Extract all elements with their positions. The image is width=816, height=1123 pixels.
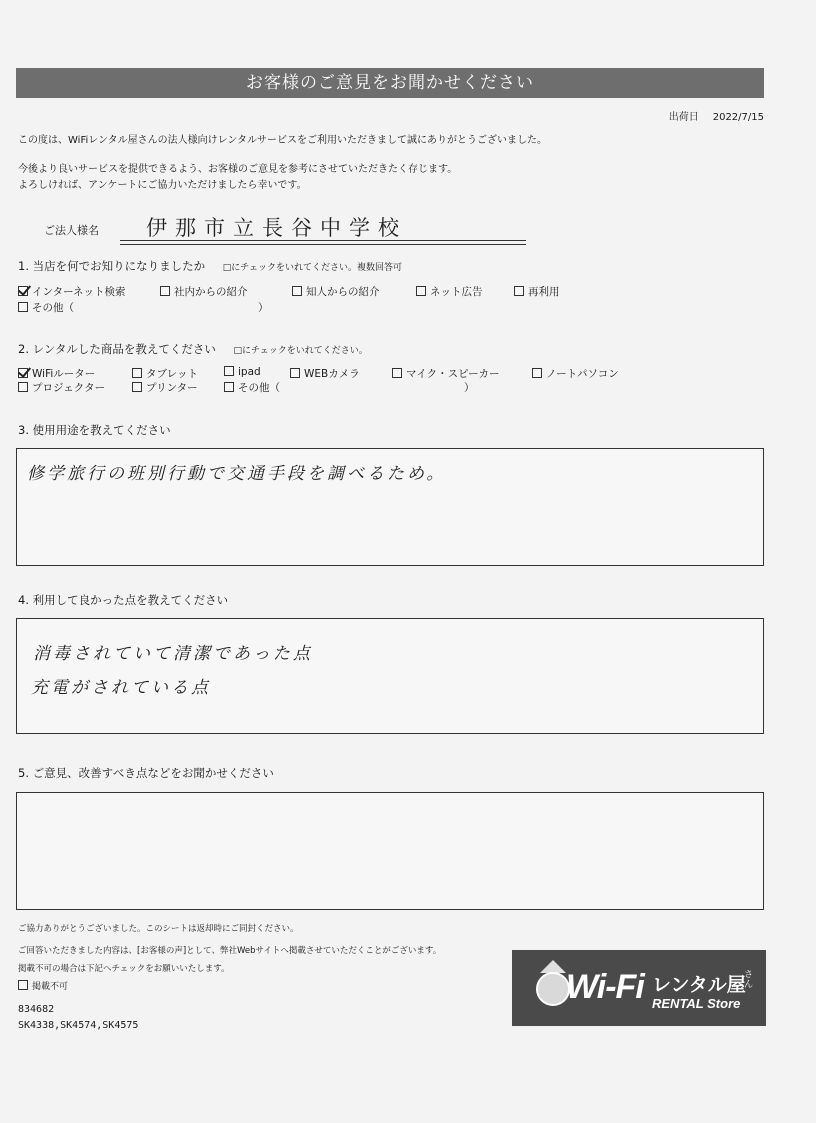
checkbox[interactable]	[290, 368, 300, 378]
company-underline-double	[120, 244, 526, 245]
q2-option-ipad[interactable]	[224, 366, 261, 378]
footer-publish-instruction: 掲載不可の場合は下記へチェックをお願いいたします。	[18, 964, 230, 974]
q1-option-label: インターネット検索	[32, 286, 126, 298]
q1-option-other[interactable]	[18, 300, 74, 315]
q2-option-mic-speaker[interactable]	[392, 366, 499, 381]
q1-option-internal-referral[interactable]	[160, 284, 248, 299]
no-publish-label: 掲載不可	[32, 982, 69, 992]
q2-other-close-paren: ）	[464, 382, 475, 394]
q2-option-label: WiFiルーター	[32, 368, 96, 380]
question-4-answer-box[interactable]	[16, 618, 764, 734]
checkbox[interactable]	[132, 368, 142, 378]
q1-option-label: ネット広告	[430, 286, 483, 298]
company-underline	[120, 240, 526, 241]
q2-option-label: マイク・スピーカー	[406, 368, 500, 380]
checkbox[interactable]	[532, 368, 542, 378]
ship-date-value: 2022/7/15	[712, 112, 764, 123]
question-4-title: 4. 利用して良かった点を教えてください	[18, 593, 229, 607]
question-4-answer-line-2: 充電がされている点	[31, 678, 211, 698]
page-title: お客様のご意見をお聞かせください	[16, 68, 764, 98]
checkbox[interactable]	[160, 286, 170, 296]
checkbox[interactable]	[292, 286, 302, 296]
q2-option-web-camera[interactable]	[290, 366, 360, 381]
code-line-1: 834682	[18, 1004, 55, 1015]
q2-option-label: ipad	[238, 366, 261, 378]
company-name-label: ご法人様名	[44, 224, 99, 237]
q2-option-label: その他（	[238, 382, 280, 394]
checkbox[interactable]	[18, 382, 28, 392]
mascot-icon	[536, 972, 570, 1006]
intro-line-1: この度は、WiFiレンタル屋さんの法人様向けレンタルサービスをご利用いただきまして誠にありがとうございました。	[18, 135, 547, 146]
q2-option-label: ノートパソコン	[546, 368, 619, 380]
ship-date-label: 出荷日	[668, 112, 699, 123]
q2-option-laptop[interactable]	[532, 366, 619, 381]
question-3-answer: 修学旅行の班別行動で交通手段を調べるため。	[27, 464, 447, 484]
checkbox[interactable]	[18, 302, 28, 312]
intro-line-2: 今後より良いサービスを提供できるよう、お客様のご意見を参考にさせていただきたく存じます。	[18, 164, 458, 175]
question-3-title: 3. 使用用途を教えてください	[18, 423, 171, 437]
q2-option-printer[interactable]	[132, 380, 198, 395]
checkbox[interactable]	[224, 382, 234, 392]
question-1-note: □にチェックをいれてください。複数回答可	[222, 263, 403, 273]
intro-line-3: よろしければ、アンケートにご協力いただけましたら幸いです。	[18, 180, 307, 191]
q1-option-label: 社内からの紹介	[174, 286, 248, 298]
checkbox[interactable]	[224, 366, 234, 376]
checkbox[interactable]	[392, 368, 402, 378]
checkbox[interactable]	[514, 286, 524, 296]
logo-san-text: さん	[744, 970, 754, 990]
footer-thanks: ご協力ありがとうございました。このシートは返却時にご同封ください。	[18, 924, 299, 934]
q2-option-tablet[interactable]	[132, 366, 198, 381]
q1-option-web-ad[interactable]	[416, 284, 483, 299]
ship-date-row	[600, 108, 764, 123]
question-2-note: □にチェックをいれてください。	[233, 346, 368, 356]
question-5-answer-box[interactable]	[16, 792, 764, 910]
code-line-2: SK4338,SK4574,SK4575	[18, 1020, 139, 1031]
q2-option-label: タブレット	[146, 368, 198, 380]
q1-option-internet-search[interactable]	[18, 284, 126, 299]
q1-option-label: 知人からの紹介	[306, 286, 380, 298]
q2-option-label: WEBカメラ	[304, 368, 360, 380]
brand-logo	[512, 950, 766, 1026]
question-1	[18, 258, 402, 274]
q1-other-close-paren: ）	[258, 302, 269, 314]
q1-option-acquaintance-referral[interactable]	[292, 284, 380, 299]
footer-publish-notice: ご回答いただきました内容は、[お客様の声]として、弊社Webサイトへ掲載させていただくことがございます。	[18, 946, 442, 956]
logo-en-text: RENTAL Store	[652, 996, 741, 1011]
question-5-title: 5. ご意見、改善すべき点などをお聞かせください	[18, 766, 274, 780]
checkbox[interactable]	[416, 286, 426, 296]
q2-option-label: プロジェクター	[32, 382, 106, 394]
checkbox[interactable]	[18, 286, 28, 296]
q1-option-reuse[interactable]	[514, 284, 560, 299]
q2-option-other[interactable]	[224, 380, 280, 395]
question-2	[18, 341, 368, 357]
q1-option-label: その他（	[32, 302, 74, 314]
logo-jp-text: レンタル屋	[652, 974, 746, 996]
q2-option-wifi-router[interactable]	[18, 366, 95, 381]
company-name-field[interactable]: 伊那市立長谷中学校	[146, 216, 407, 240]
logo-wifi-text: Wi-Fi	[566, 968, 644, 1006]
no-publish-option[interactable]	[18, 979, 68, 992]
checkbox[interactable]	[132, 382, 142, 392]
question-4-answer-line-1: 消毒されていて清潔であった点	[33, 644, 313, 664]
question-2-title: 2. レンタルした商品を教えてください	[18, 342, 216, 356]
q2-option-label: プリンター	[146, 382, 198, 394]
question-3-answer-box[interactable]	[16, 448, 764, 566]
q1-option-label: 再利用	[528, 286, 560, 298]
checkbox[interactable]	[18, 980, 28, 990]
q2-option-projector[interactable]	[18, 380, 105, 395]
checkbox[interactable]	[18, 368, 28, 378]
question-1-title: 1. 当店を何でお知りになりましたか	[18, 259, 206, 273]
